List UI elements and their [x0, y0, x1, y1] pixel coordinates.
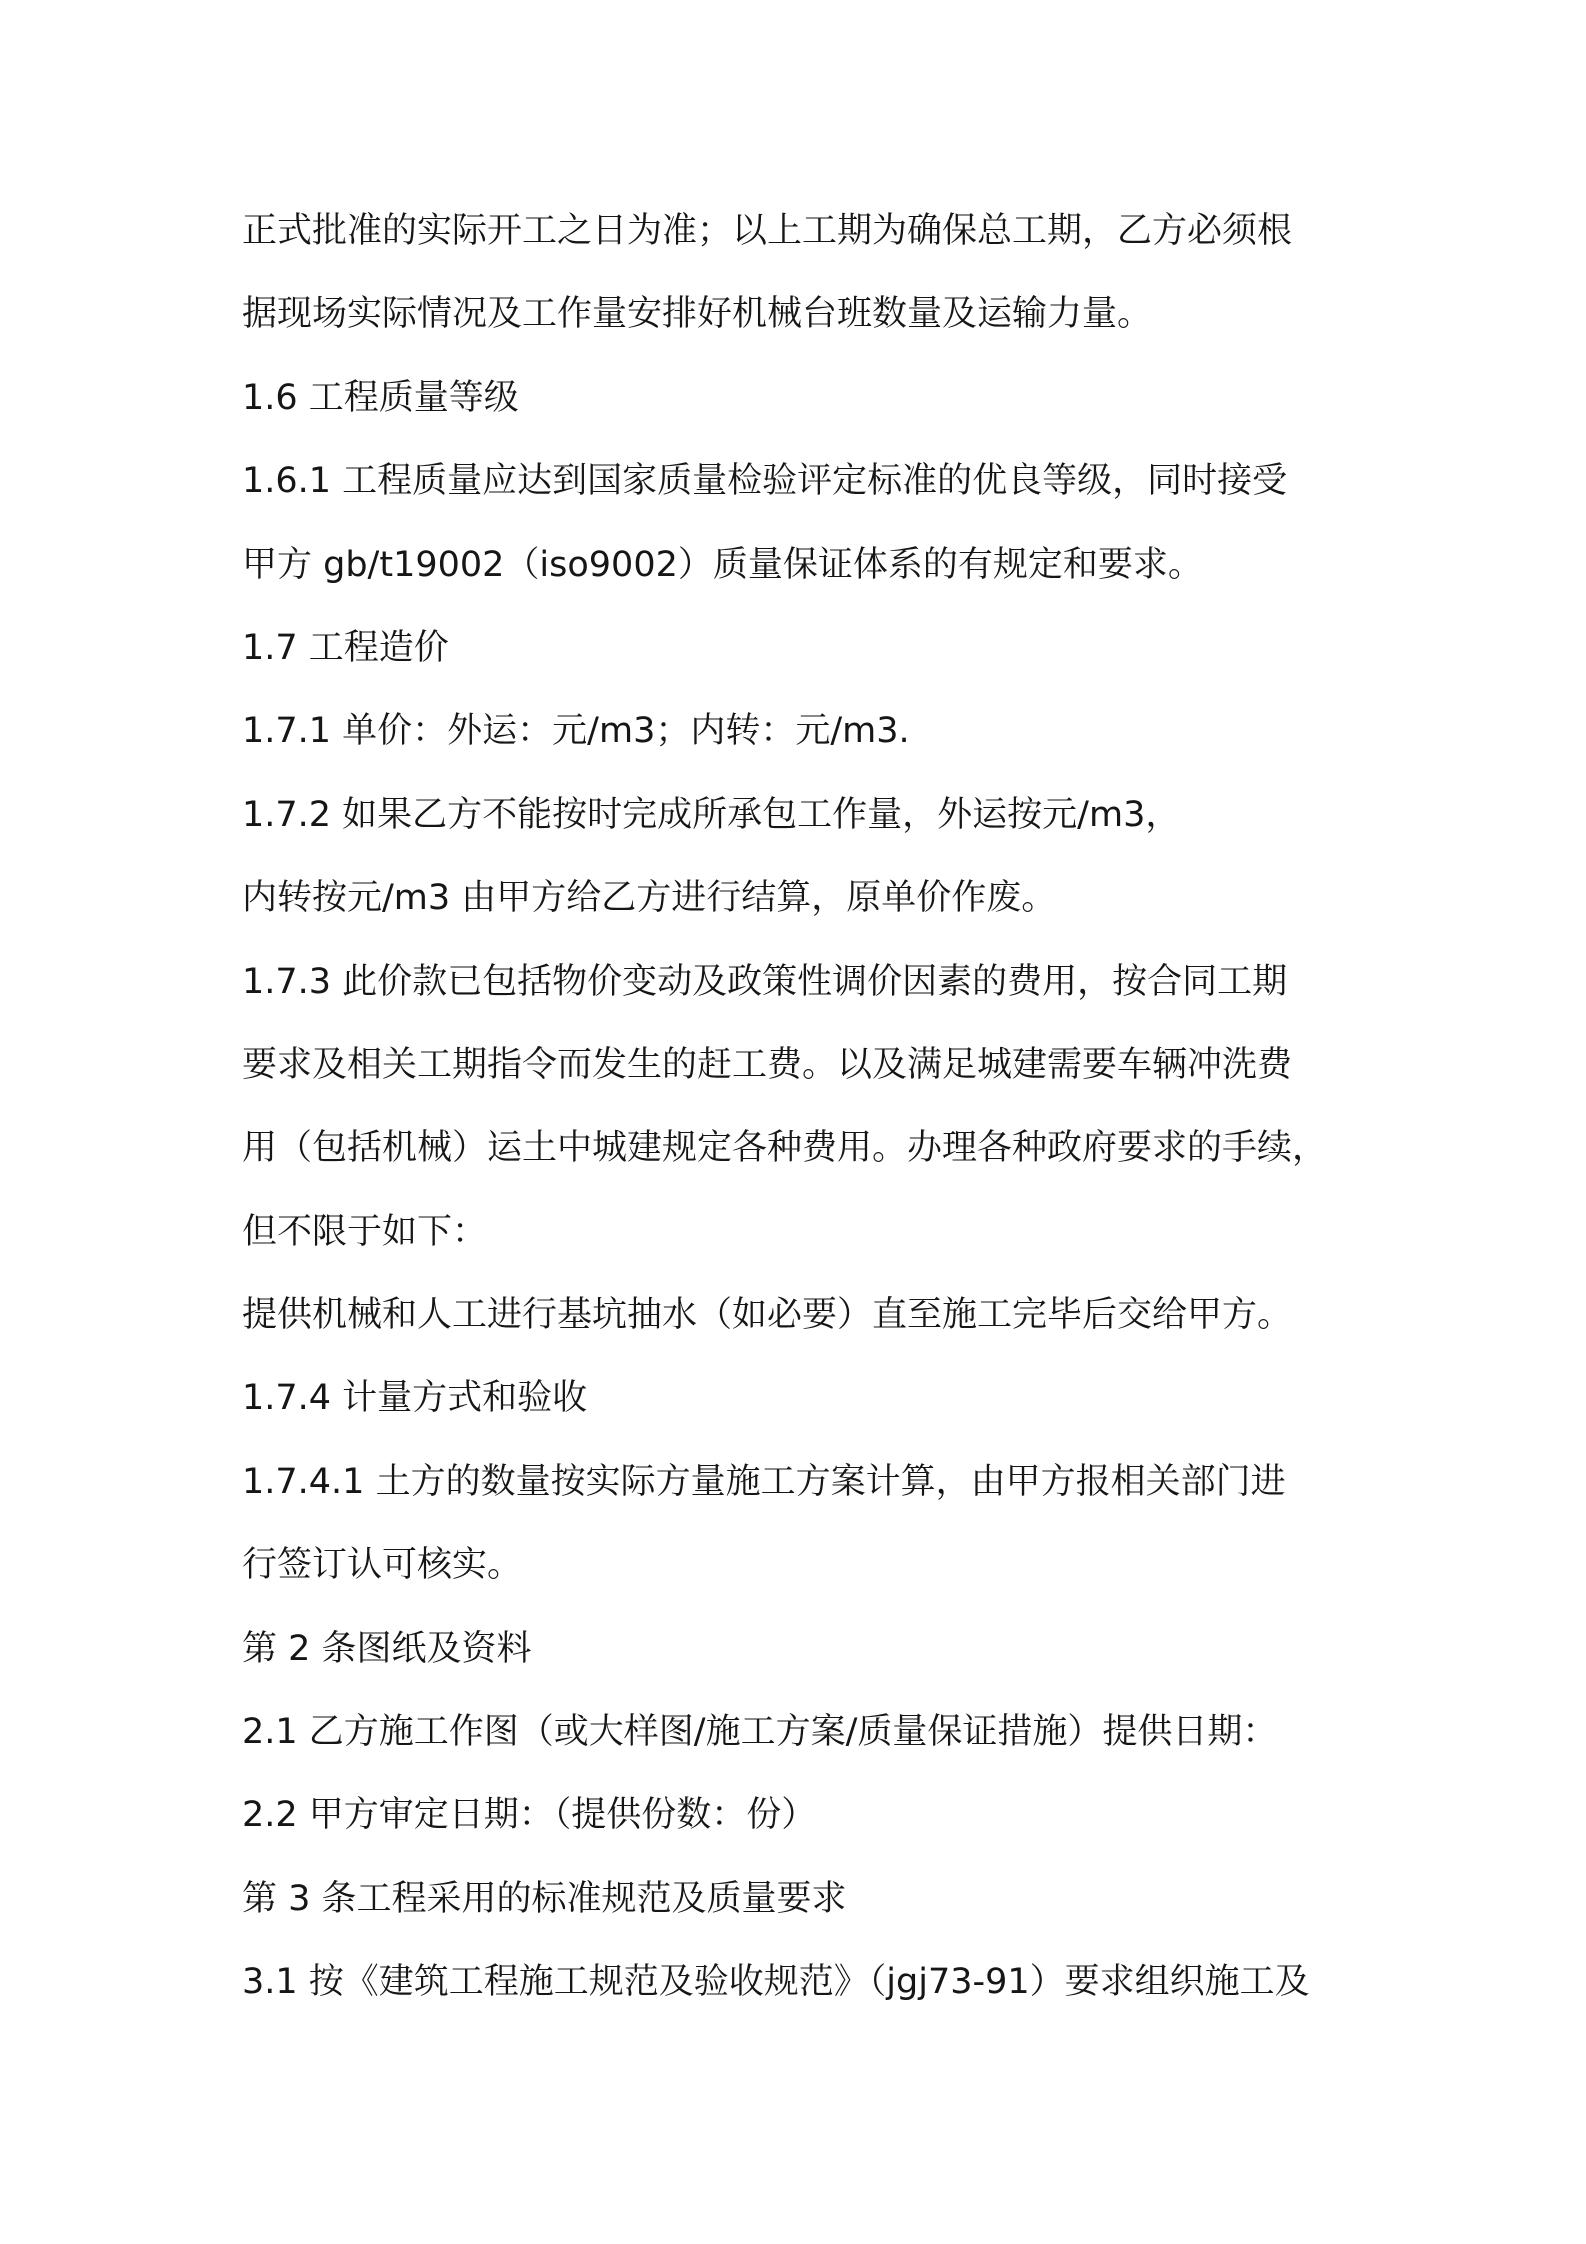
section-heading: 1.7.4 计量方式和验收	[242, 1378, 588, 1419]
document-body	[242, 190, 1362, 2025]
text-line: 1.7.3 此价款已包括物价变动及政策性调价因素的费用，按合同工期	[242, 961, 1288, 1002]
text-line: 用（包括机械）运土中城建规定各种费用。办理各种政府要求的手续，	[242, 1128, 1328, 1169]
text-line: 行签订认可核实。	[242, 1545, 523, 1586]
text-line: 1.6.1 工程质量应达到国家质量检验评定标准的优良等级，同时接受	[242, 461, 1288, 502]
text-line: 甲方 gb/t19002（iso9002）质量保证体系的有规定和要求。	[242, 544, 1203, 585]
section-heading: 1.7 工程造价	[242, 627, 449, 668]
text-line: 要求及相关工期指令而发生的赶工费。以及满足城建需要车辆冲洗费	[242, 1044, 1293, 1085]
text-line: 内转按元/m3 由甲方给乙方进行结算，原单价作废。	[242, 878, 1057, 919]
text-line: 但不限于如下：	[242, 1211, 488, 1252]
text-line: 据现场实际情况及工作量安排好机械台班数量及运输力量。	[242, 294, 1153, 335]
text-line: 2.1 乙方施工作图（或大样图/施工方案/质量保证措施）提供日期：	[242, 1712, 1278, 1753]
text-line: 1.7.4.1 土方的数量按实际方量施工方案计算，由甲方报相关部门进	[242, 1461, 1286, 1502]
text-line: 正式批准的实际开工之日为准；以上工期为确保总工期，乙方必须根	[242, 211, 1293, 251]
text-line: 1.7.1 单价：外运：元/m3；内转：元/m3.	[242, 711, 910, 752]
text-line: 3.1 按《建筑工程施工规范及验收规范》（jgj73-91）要求组织施工及	[242, 1962, 1310, 2003]
text-line: 2.2 甲方审定日期：（提供份数：份）	[242, 1795, 817, 1836]
section-heading: 1.6 工程质量等级	[242, 377, 519, 418]
text-line: 1.7.2 如果乙方不能按时完成所承包工作量，外运按元/m3，	[242, 794, 1181, 835]
article-heading: 第 2 条图纸及资料	[242, 1628, 532, 1669]
text-line: 提供机械和人工进行基坑抽水（如必要）直至施工完毕后交给甲方。	[242, 1295, 1293, 1336]
article-heading: 第 3 条工程采用的标准规范及质量要求	[242, 1878, 847, 1919]
